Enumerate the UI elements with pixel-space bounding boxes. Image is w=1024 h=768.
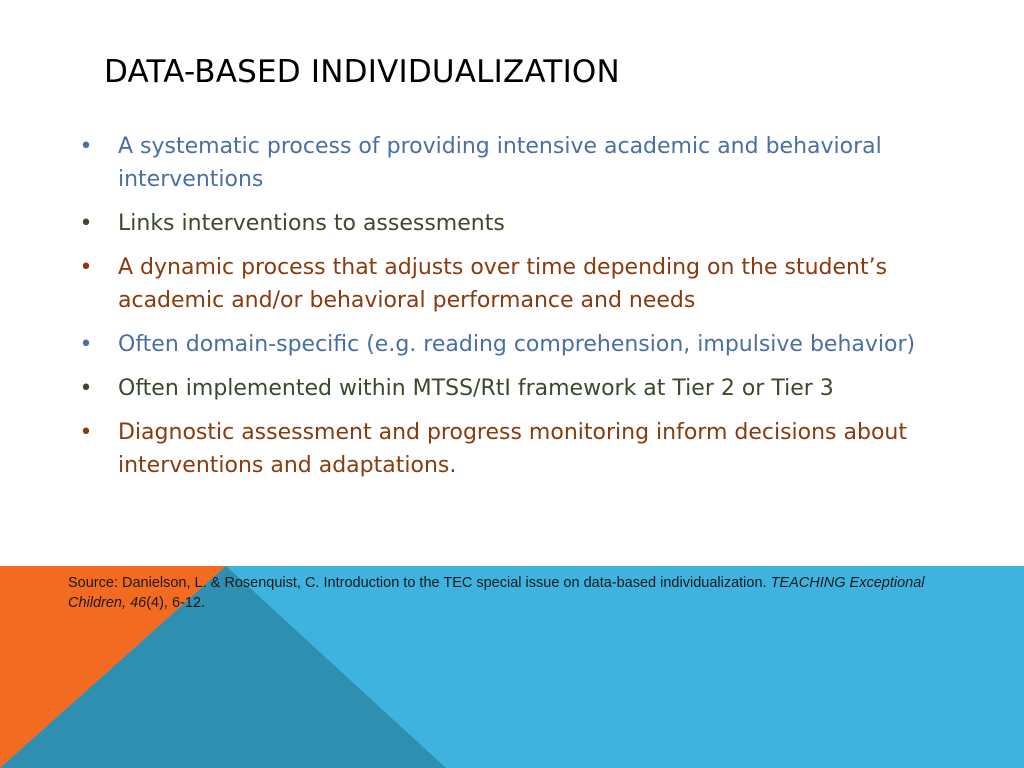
bullet-item: [76, 328, 966, 361]
bullet-list: [76, 130, 966, 493]
bullet-text: Diagnostic assessment and progress monitoring inform decisions about interventions and adaptations.: [118, 420, 907, 478]
bullet-symbol: •: [79, 211, 93, 236]
bullet-text: A dynamic process that adjusts over time depending on the student’s academic and/or behavioral performance and needs: [118, 255, 888, 313]
bullet-text: A systematic process of providing intensive academic and behavioral interventions: [118, 134, 882, 192]
source-prefix: Source: Danielson, L. & Rosenquist, C. Introduction to the TEC special issue on data-based individualization.: [68, 575, 771, 591]
source-citation: [68, 573, 948, 613]
bullet-symbol: •: [79, 134, 93, 159]
source-volume: 46: [130, 595, 147, 611]
bullet-item: [76, 416, 966, 482]
bullet-symbol: •: [79, 420, 93, 445]
slide-title: DATA-BASED INDIVIDUALIZATION: [104, 54, 620, 90]
bullet-symbol: •: [79, 376, 93, 401]
bullet-item: [76, 130, 966, 196]
bullet-item: [76, 372, 966, 405]
bullet-symbol: •: [79, 332, 93, 357]
bullet-symbol: •: [79, 255, 93, 280]
bullet-item: [76, 207, 966, 240]
bullet-text: Often implemented within MTSS/RtI framework at Tier 2 or Tier 3: [118, 376, 834, 401]
bullet-text: Links interventions to assessments: [118, 211, 505, 236]
bullet-item: [76, 251, 966, 317]
source-rest: (4), 6-12.: [146, 595, 206, 611]
source-journal: TEACHING Exceptional Children,: [68, 575, 925, 611]
bullet-text: Often domain-specific (e.g. reading comprehension, impulsive behavior): [118, 332, 916, 357]
